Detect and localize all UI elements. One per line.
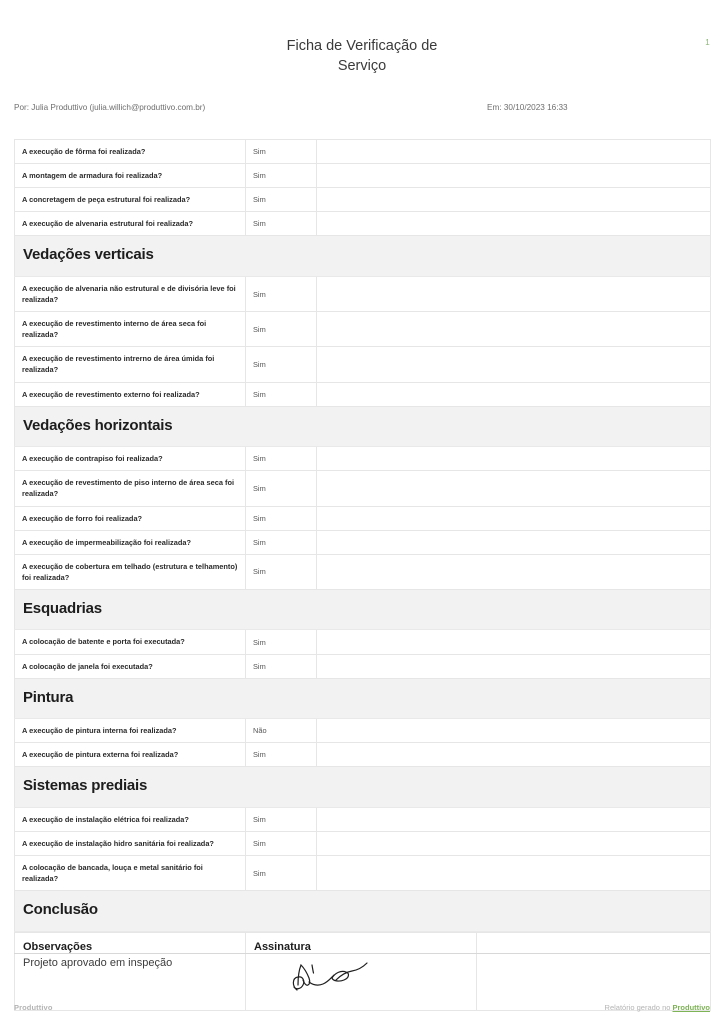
notes-cell xyxy=(317,807,711,831)
section-title: Pintura xyxy=(23,688,74,706)
section-title: Esquadrias xyxy=(23,599,102,617)
question-cell: A execução de revestimento intrerno de área úmida foi realizada? xyxy=(15,347,246,382)
table-row xyxy=(15,630,711,654)
observations-label: Observações xyxy=(23,940,93,953)
observations-cell xyxy=(15,932,246,1010)
table-row xyxy=(15,832,711,856)
notes-cell xyxy=(317,188,711,212)
table-row xyxy=(15,382,711,406)
table-row xyxy=(15,140,711,164)
notes-cell xyxy=(317,719,711,743)
page-number: 1 xyxy=(705,38,710,47)
table-row xyxy=(15,654,711,678)
page-title-line1: Ficha de Verificação de xyxy=(286,38,438,54)
section-header-row xyxy=(15,767,711,808)
notes-cell xyxy=(317,140,711,164)
question-cell: A colocação de bancada, louça e metal sanitário foi realizada? xyxy=(15,856,246,891)
section-header-cell xyxy=(15,767,711,808)
notes-cell xyxy=(317,554,711,589)
question-cell: A execução de revestimento interno de área seca foi realizada? xyxy=(15,312,246,347)
section-title: Vedações horizontais xyxy=(23,416,173,434)
answer-cell: Sim xyxy=(246,164,317,188)
section-title: Vedações verticais xyxy=(23,246,154,264)
answer-cell: Sim xyxy=(246,140,317,164)
section-title: Conclusão xyxy=(23,901,98,919)
question-cell: A execução de contrapiso foi realizada? xyxy=(15,447,246,471)
footer-generated-prefix: Relatório gerado no xyxy=(604,1003,673,1012)
handwritten-signature-icon xyxy=(254,956,468,999)
section-header-cell xyxy=(15,236,711,277)
table-row xyxy=(15,188,711,212)
table-row xyxy=(15,447,711,471)
table-row xyxy=(15,212,711,236)
notes-cell xyxy=(317,382,711,406)
section-header-row xyxy=(15,678,711,719)
section-header-row xyxy=(15,406,711,447)
section-header-cell xyxy=(15,406,711,447)
question-cell: A montagem de armadura foi realizada? xyxy=(15,164,246,188)
question-cell: A execução de revestimento de piso interno de área seca foi realizada? xyxy=(15,471,246,506)
section-header-row xyxy=(15,589,711,630)
answer-cell: Sim xyxy=(246,312,317,347)
conclusion-row xyxy=(15,932,711,1010)
table-row xyxy=(15,347,711,382)
answer-cell: Sim xyxy=(246,554,317,589)
observations-value: Projeto aprovado em inspeção xyxy=(23,956,173,969)
footer-generated-by xyxy=(605,1003,710,1012)
question-cell: A colocação de janela foi executada? xyxy=(15,654,246,678)
answer-cell: Sim xyxy=(246,276,317,311)
notes-cell xyxy=(317,347,711,382)
page-title-line2: Serviço xyxy=(337,58,387,74)
checklist-table xyxy=(14,139,711,932)
answer-cell: Sim xyxy=(246,530,317,554)
checklist-table-body xyxy=(15,140,711,932)
page-title xyxy=(237,36,487,76)
answer-cell: Não xyxy=(246,719,317,743)
signature-label: Assinatura xyxy=(254,940,311,953)
footer-divider xyxy=(14,953,710,954)
notes-cell xyxy=(317,506,711,530)
table-row xyxy=(15,807,711,831)
table-row xyxy=(15,554,711,589)
section-header-row xyxy=(15,891,711,932)
question-cell: A execução de pintura externa foi realizada? xyxy=(15,743,246,767)
notes-cell xyxy=(317,630,711,654)
question-cell: A execução de alvenaria não estrutural e de divisória leve foi realizada? xyxy=(15,276,246,311)
question-cell: A concretagem de peça estrutural foi realizada? xyxy=(15,188,246,212)
notes-cell xyxy=(317,530,711,554)
conclusion-block xyxy=(14,932,711,1011)
notes-cell xyxy=(317,832,711,856)
table-row xyxy=(15,471,711,506)
table-row xyxy=(15,856,711,891)
footer-produttivo-link[interactable]: Produttivo xyxy=(672,1003,710,1012)
notes-cell xyxy=(317,212,711,236)
author-meta: Por: Julia Produttivo (julia.willich@produttivo.com.br) xyxy=(14,103,206,112)
notes-cell xyxy=(317,654,711,678)
section-header-cell xyxy=(15,589,711,630)
answer-cell: Sim xyxy=(246,347,317,382)
notes-cell xyxy=(317,312,711,347)
notes-cell xyxy=(317,471,711,506)
footer-brand: Produttivo xyxy=(14,1003,53,1012)
answer-cell: Sim xyxy=(246,506,317,530)
answer-cell: Sim xyxy=(246,447,317,471)
section-header-row xyxy=(15,236,711,277)
answer-cell: Sim xyxy=(246,654,317,678)
question-cell: A execução de pintura interna foi realizada? xyxy=(15,719,246,743)
question-cell: A colocação de batente e porta foi executada? xyxy=(15,630,246,654)
section-title: Sistemas prediais xyxy=(23,777,148,795)
table-row xyxy=(15,719,711,743)
question-cell: A execução de alvenaria estrutural foi realizada? xyxy=(15,212,246,236)
notes-cell xyxy=(317,447,711,471)
date-meta: Em: 30/10/2023 16:33 xyxy=(487,103,568,112)
table-row xyxy=(15,743,711,767)
answer-cell: Sim xyxy=(246,807,317,831)
conclusion-empty-cell xyxy=(477,932,711,1010)
question-cell: A execução de cobertura em telhado (estrutura e telhamento) foi realizada? xyxy=(15,554,246,589)
table-row xyxy=(15,530,711,554)
document-meta xyxy=(0,103,724,112)
answer-cell: Sim xyxy=(246,856,317,891)
notes-cell xyxy=(317,743,711,767)
notes-cell xyxy=(317,164,711,188)
section-header-cell xyxy=(15,678,711,719)
signature-cell xyxy=(246,932,477,1010)
answer-cell: Sim xyxy=(246,212,317,236)
section-header-cell xyxy=(15,891,711,932)
answer-cell: Sim xyxy=(246,382,317,406)
answer-cell: Sim xyxy=(246,743,317,767)
question-cell: A execução de instalação hidro sanitária foi realizada? xyxy=(15,832,246,856)
notes-cell xyxy=(317,856,711,891)
question-cell: A execução de revestimento externo foi realizada? xyxy=(15,382,246,406)
table-row xyxy=(15,312,711,347)
table-row xyxy=(15,164,711,188)
notes-cell xyxy=(317,276,711,311)
answer-cell: Sim xyxy=(246,471,317,506)
document-footer xyxy=(14,1003,710,1012)
question-cell: A execução de instalação elétrica foi realizada? xyxy=(15,807,246,831)
question-cell: A execução de impermeabilização foi realizada? xyxy=(15,530,246,554)
table-row xyxy=(15,276,711,311)
question-cell: A execução de forro foi realizada? xyxy=(15,506,246,530)
question-cell: A execução de fôrma foi realizada? xyxy=(15,140,246,164)
answer-cell: Sim xyxy=(246,188,317,212)
answer-cell: Sim xyxy=(246,630,317,654)
document-header xyxy=(0,0,724,76)
answer-cell: Sim xyxy=(246,832,317,856)
table-row xyxy=(15,506,711,530)
